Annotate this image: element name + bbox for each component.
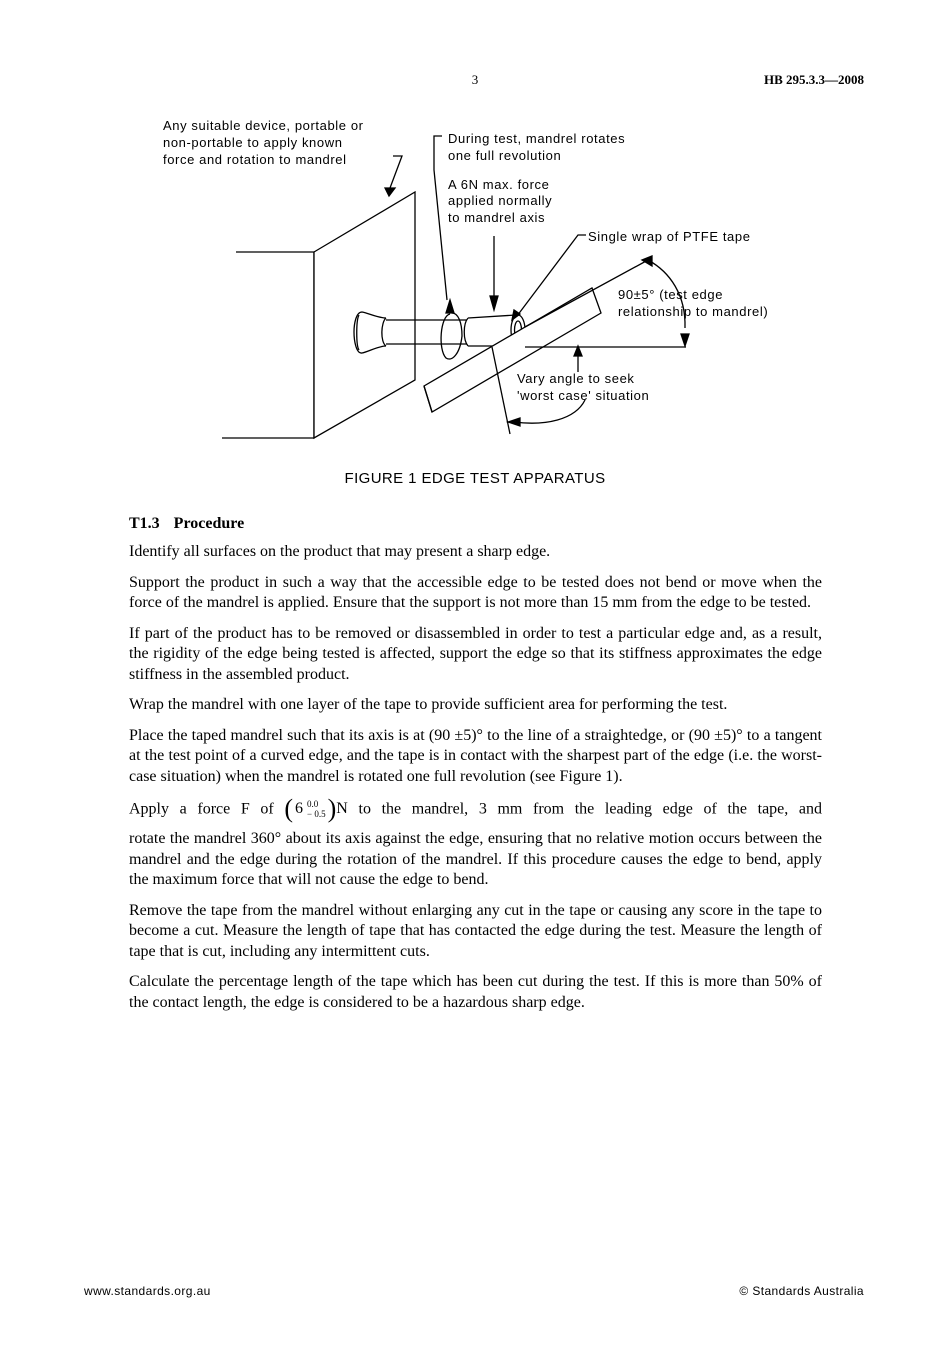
label-angle-1: 90±5° (test edge xyxy=(618,287,724,302)
edge-test-apparatus-diagram xyxy=(0,110,950,460)
paragraph-wrap: Wrap the mandrel with one layer of the tape to provide sufficient area for performing the test. xyxy=(129,696,728,713)
edge-test-figure xyxy=(0,110,950,460)
force-arrow-head xyxy=(490,296,498,310)
paragraph-disassembled: If part of the product has to be removed or disassembled in order to test a particular edge and, as a result, the rigidity of the edge being tested is affected, support the edge so that its stiffness approximates the edge stiffness in the assembled product. xyxy=(129,624,822,683)
footer-copyright: © Standards Australia xyxy=(739,1284,864,1298)
tolerance-lower: − 0.5 xyxy=(307,809,326,819)
figure-caption: FIGURE 1 EDGE TEST APPARATUS xyxy=(344,470,606,487)
force-unit: N xyxy=(336,799,348,817)
label-device-2: non-portable to apply known xyxy=(163,135,343,150)
section-number: T1.3 xyxy=(129,515,160,532)
label-rotate-1: During test, mandrel rotates xyxy=(448,131,626,146)
paragraph-calculate: Calculate the percentage length of the tape which has been cut during the test. If this is more than 50% of the contact length, the edge is considered to be a hazardous sharp edge. xyxy=(129,973,822,1011)
paragraph-support: Support the product in such a way that the accessible edge to be tested does not bend or move when the force of the mandrel is applied. Ensure that the support is not more than 15 mm from the edge to be tested. xyxy=(129,573,822,611)
label-device-3: force and rotation to mandrel xyxy=(163,152,347,167)
paragraph-apply-force xyxy=(129,794,823,823)
label-force-3: to mandrel axis xyxy=(448,210,546,225)
paragraph-identify: Identify all surfaces on the product that may present a sharp edge. xyxy=(129,543,551,560)
paragraph-remove-tape: Remove the tape from the mandrel without enlarging any cut in the tape or causing any score in the tape to become a cut. Measure the length of tape that has contacted the edge during the test. Measure the length of tape that is cut, including any intermittent cuts. xyxy=(129,901,822,960)
section-heading xyxy=(129,514,822,534)
force-base-value: 6 xyxy=(295,799,304,817)
label-vary-1: Vary angle to seek xyxy=(517,371,635,386)
apply-text-after: to the mandrel, 3 mm from the leading edge of the tape, and xyxy=(358,800,823,818)
label-angle-2: relationship to mandrel) xyxy=(618,304,769,319)
vary-arc xyxy=(514,400,585,423)
label-rotate-2: one full revolution xyxy=(448,148,562,163)
force-tolerance-expression: ( 6 0.0 − 0.5 ) N xyxy=(284,794,348,823)
label-vary-2: 'worst case' situation xyxy=(517,388,650,403)
page-number: 3 xyxy=(471,72,479,87)
procedure-section xyxy=(129,514,822,1023)
paragraph-rotate: rotate the mandrel 360° about its axis against the edge, ensuring that no relative motion occurs between the mandrel and the edge during the rotation of the mandrel. If this procedure causes the edge to bend, apply the maximum force that will not cause the edge to bend. xyxy=(129,830,822,888)
apply-text-before: Apply a force F of xyxy=(129,800,274,818)
document-code: HB 295.3.3—2008 xyxy=(763,72,864,87)
section-title: Procedure xyxy=(173,515,245,532)
device-box-front xyxy=(222,252,314,438)
label-force-2: applied normally xyxy=(448,193,553,208)
paragraph-place: Place the taped mandrel such that its axis is at (90 ±5)° to the line of a straightedge, or (90 ±5)° to a tangent at the test point of a curved edge, and the tape is in contact with the sharpest part of the edge (i.e. the worst-case situation) when the mandrel is rotated one full revolution (see Figure 1). xyxy=(129,726,822,785)
label-tape: Single wrap of PTFE tape xyxy=(588,229,751,244)
label-device-1: Any suitable device, portable or xyxy=(163,118,364,133)
force-tolerance xyxy=(307,799,326,819)
label-force-1: A 6N max. force xyxy=(448,177,550,192)
mandrel-chuck xyxy=(354,312,386,353)
footer-website: www.standards.org.au xyxy=(84,1284,211,1298)
tolerance-upper: 0.0 xyxy=(307,799,319,809)
